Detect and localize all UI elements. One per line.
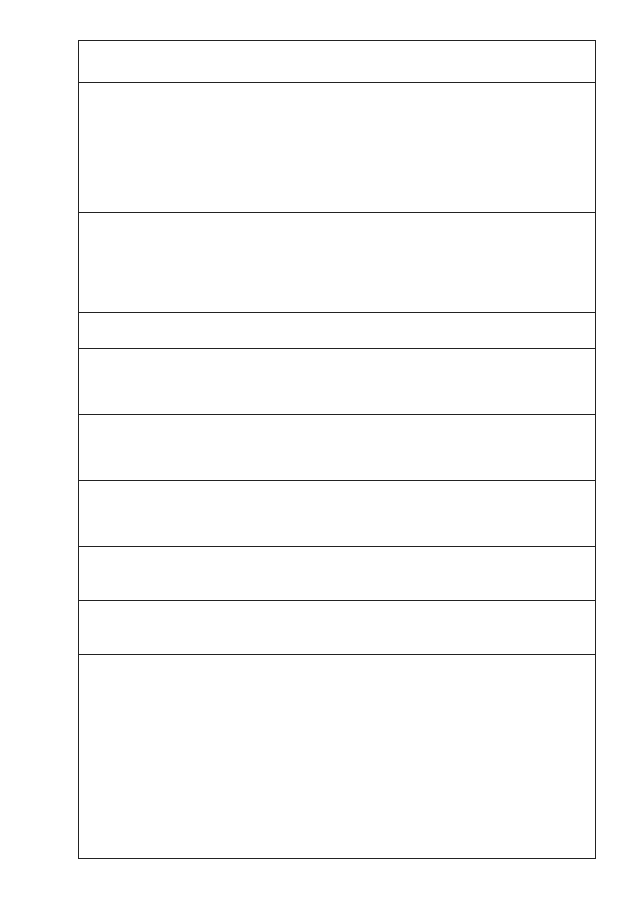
col-header [79, 481, 596, 547]
program-activities-table [78, 40, 596, 859]
col-header [79, 655, 596, 859]
col-header [79, 415, 596, 481]
col-header [79, 313, 596, 349]
col-header [79, 41, 596, 83]
col-header [79, 349, 596, 415]
col-header [79, 213, 596, 313]
rotated-table-container [78, 40, 596, 858]
col-header [79, 547, 596, 601]
col-header [79, 83, 596, 213]
col-header [79, 601, 596, 655]
column-numbers-row [79, 41, 596, 859]
